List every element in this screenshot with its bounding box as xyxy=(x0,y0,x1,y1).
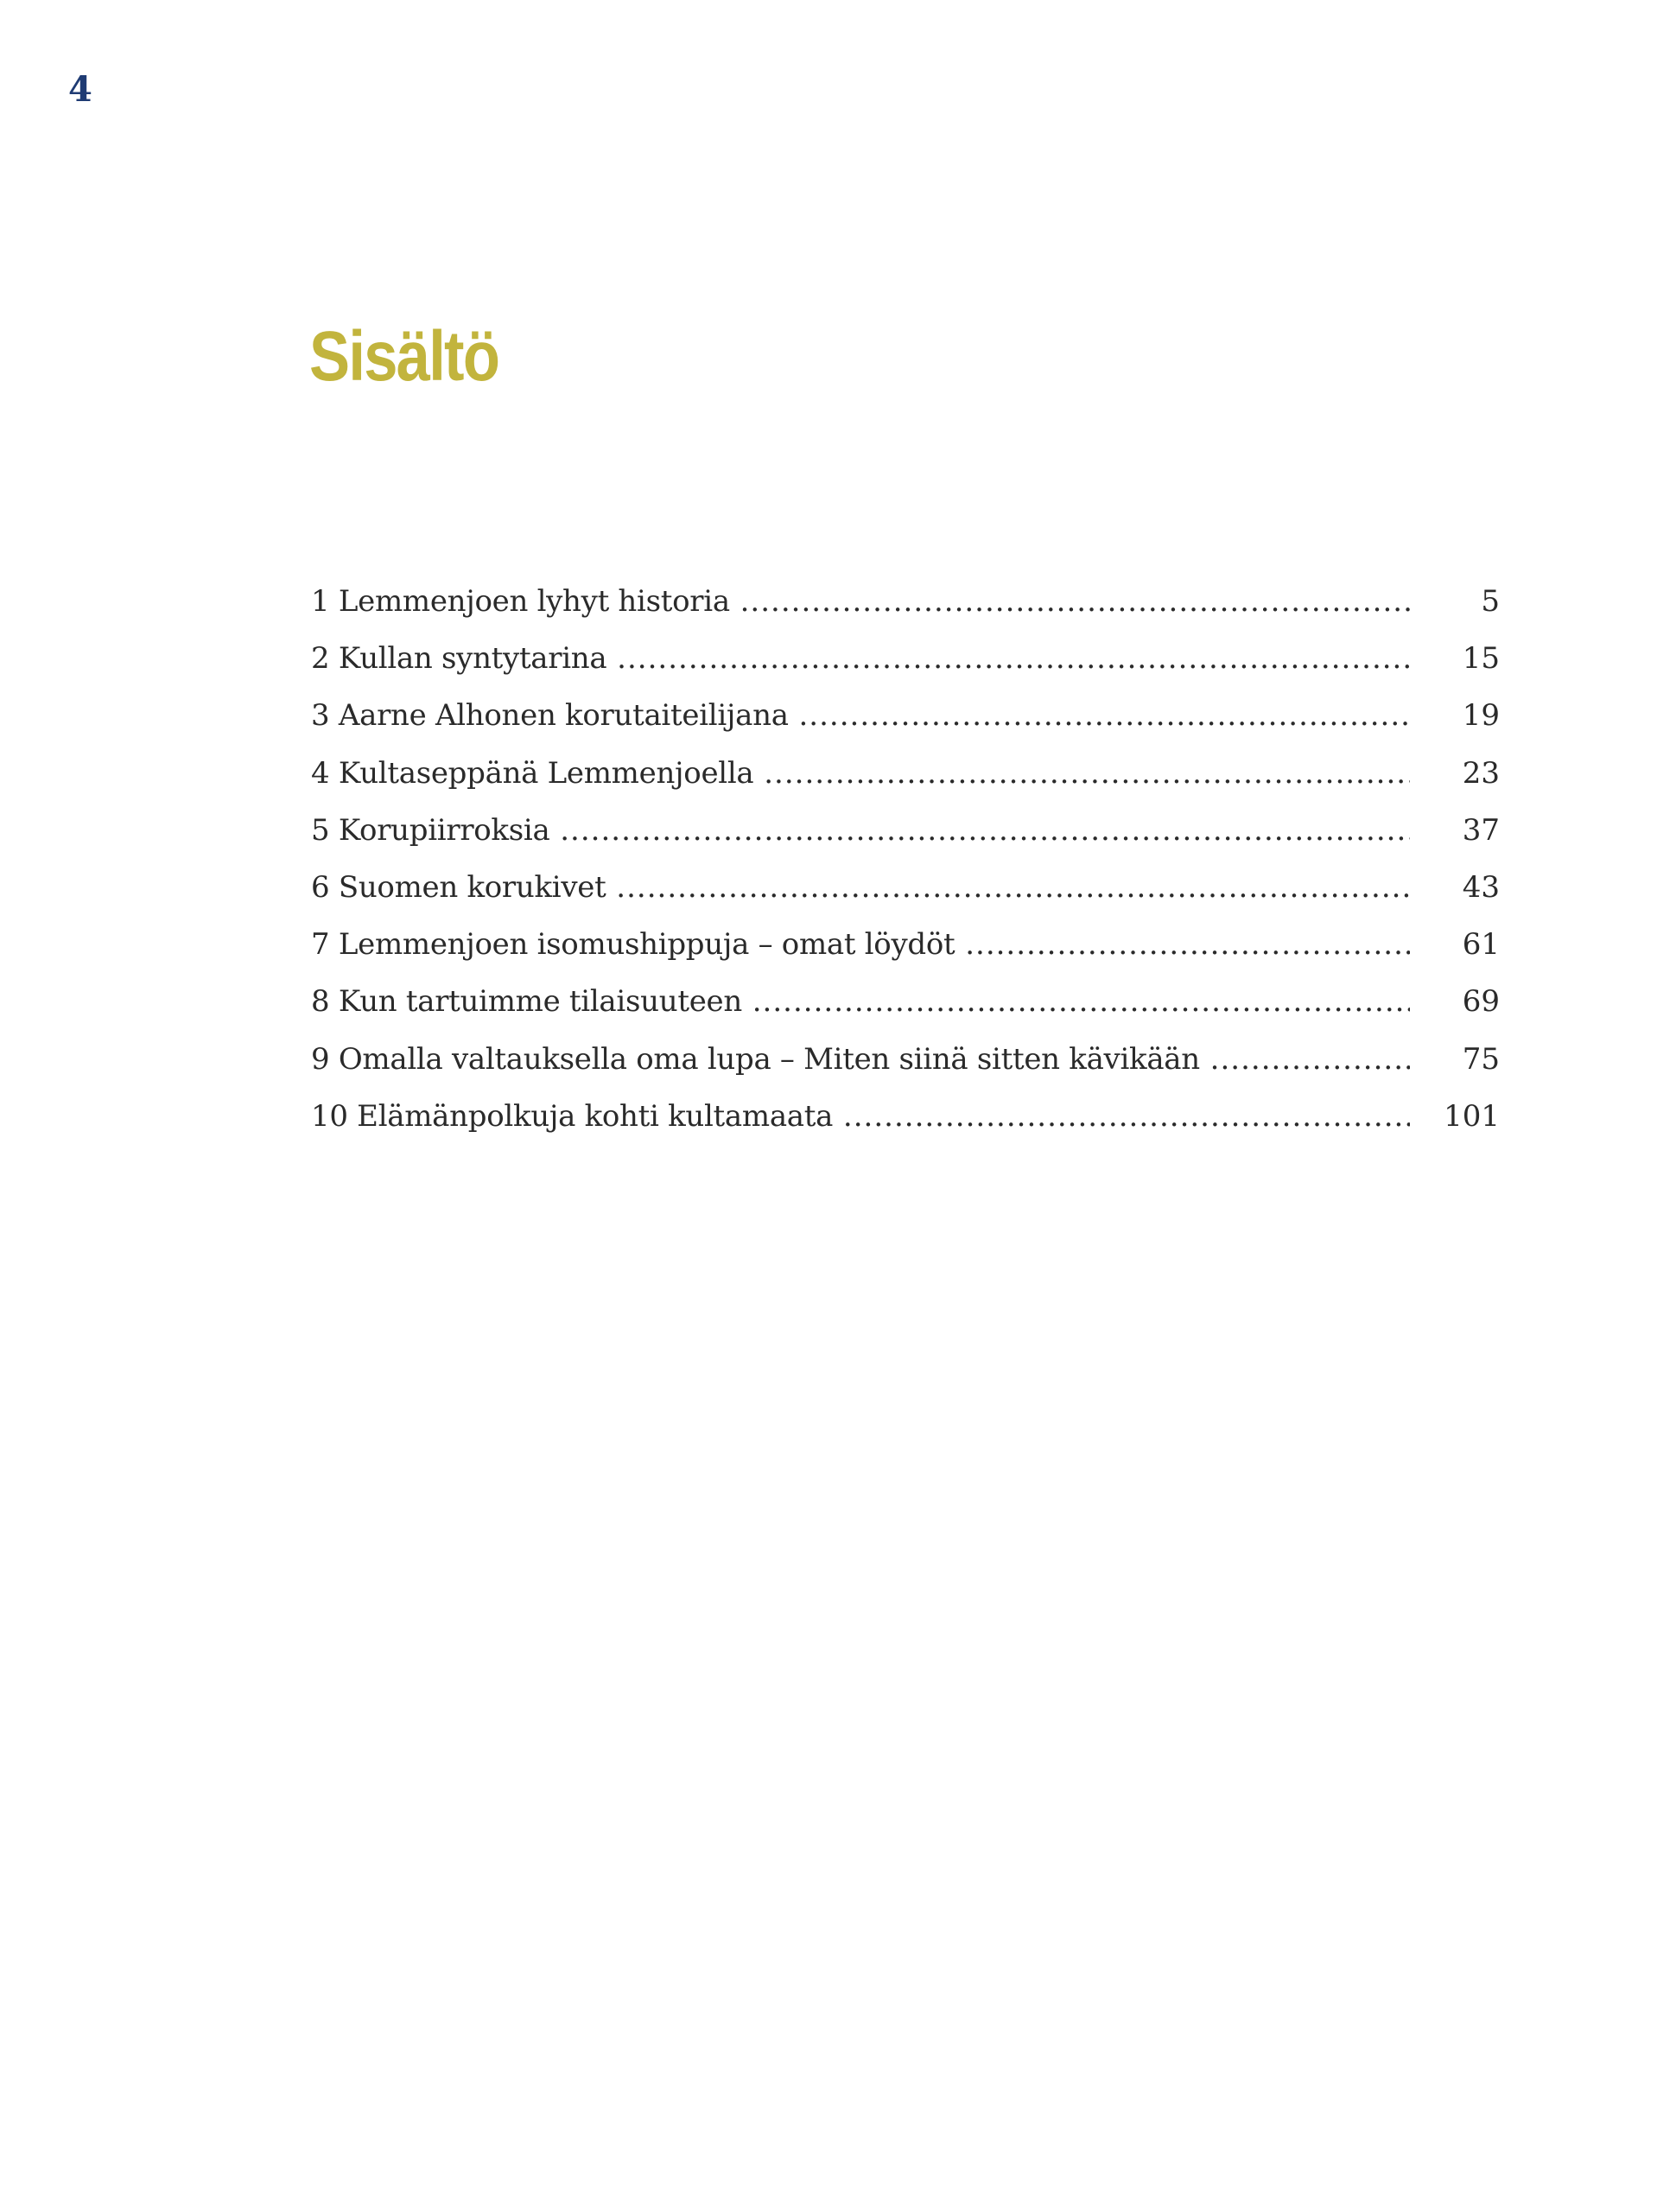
toc-entry-label: 5 Korupiirroksia ..... xyxy=(311,813,1410,849)
toc-entry-2[interactable] xyxy=(311,641,1500,698)
page-number: 4 xyxy=(68,69,92,110)
toc-entry-label: 3 Aarne Alhonen korutaiteilijana ..... xyxy=(311,698,1410,734)
toc-entry-page: 69 xyxy=(1462,984,1500,1020)
toc-entry-page: 101 xyxy=(1444,1098,1500,1134)
toc-entry-10[interactable] xyxy=(311,1099,1500,1156)
toc-entry-1[interactable] xyxy=(311,584,1500,641)
toc-entry-7[interactable] xyxy=(311,927,1500,984)
toc-entry-page: 23 xyxy=(1462,755,1500,791)
toc-entry-page: 75 xyxy=(1462,1041,1500,1077)
toc-entry-page: 43 xyxy=(1462,869,1500,905)
toc-entry-9[interactable] xyxy=(311,1042,1500,1099)
table-of-contents xyxy=(311,584,1500,1156)
toc-entry-5[interactable] xyxy=(311,813,1500,870)
toc-entry-label: 6 Suomen korukivet ..... xyxy=(311,870,1410,906)
toc-entry-6[interactable] xyxy=(311,870,1500,927)
toc-entry-page: 5 xyxy=(1481,584,1500,619)
toc-entry-8[interactable] xyxy=(311,984,1500,1041)
toc-entry-label: 2 Kullan syntytarina ..... xyxy=(311,641,1410,677)
toc-entry-4[interactable] xyxy=(311,756,1500,813)
toc-entry-label: 1 Lemmenjoen lyhyt historia ..... xyxy=(311,584,1410,620)
page-title: Sisältö xyxy=(309,317,499,396)
toc-entry-page: 37 xyxy=(1462,812,1500,848)
toc-entry-label: 8 Kun tartuimme tilaisuuteen ..... xyxy=(311,984,1410,1020)
toc-entry-3[interactable] xyxy=(311,698,1500,755)
toc-entry-label: 10 Elämänpolkuja kohti kultamaata ..... xyxy=(311,1099,1410,1135)
toc-entry-page: 15 xyxy=(1462,641,1500,677)
toc-entry-page: 19 xyxy=(1462,698,1500,734)
toc-entry-label: 7 Lemmenjoen isomushippuja – omat löydöt ..... xyxy=(311,927,1410,963)
toc-entry-label: 9 Omalla valtauksella oma lupa – Miten siinä sitten kävikään ..... xyxy=(311,1042,1410,1077)
toc-entry-page: 61 xyxy=(1462,927,1500,963)
toc-entry-label: 4 Kultaseppänä Lemmenjoella ..... xyxy=(311,756,1410,791)
